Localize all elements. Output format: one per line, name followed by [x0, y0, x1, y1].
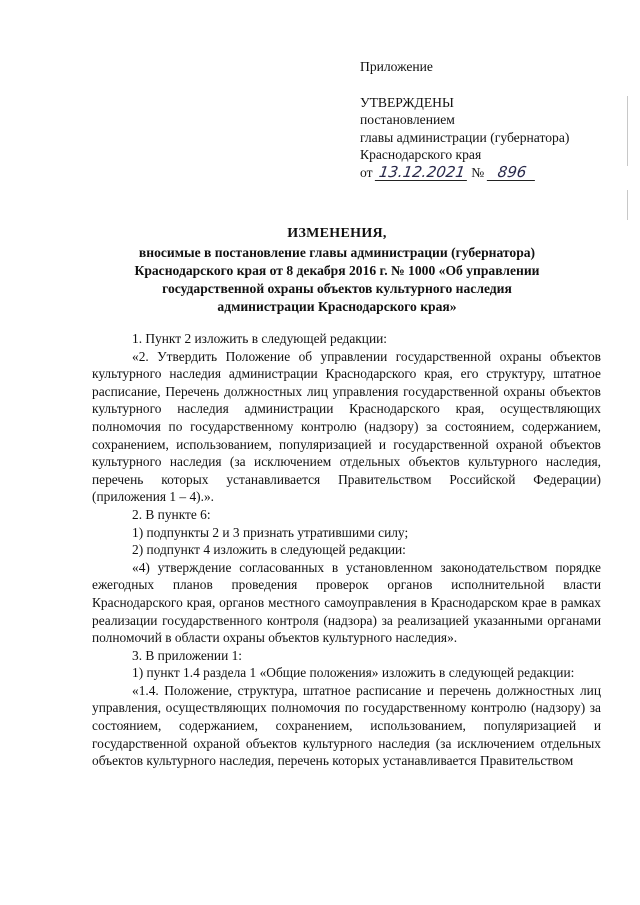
- number-label: №: [471, 164, 485, 180]
- paragraph: «1.4. Положение, структура, штатное расписание и перечень должностных лиц управления, осуществляющих полномочия по государственному контролю (надзору) за состоянием, содержанием, сохранением, использованием, популяризацией и государственной охраной объектов культурного наследия (за исключением отдельных объектов культурного наследия, перечень которых устанавливается Правительством: [92, 682, 601, 769]
- paragraph: 2. В пункте 6:: [132, 506, 211, 522]
- approved-label: УТВЕРЖДЕНЫ: [360, 94, 454, 110]
- approval-block: [360, 58, 630, 181]
- paragraph: «2. Утвердить Положение об управлении государственной охраны объектов культурного наследия администрации Краснодарского края, его структуру, штатное расписание, Перечень должностных лиц управления государственной охраны объектов культурного наследия администрации Краснодарского края, осуществляющих полномочия по государственному контролю (надзору) за состоянием, содержанием, сохранением, использованием, популяризацией и государственной охраной объектов культурного наследия (за исключением отдельных объектов культурного наследия, перечень которых устанавливается Правительством Российской Федерации) (приложения 1 – 4).».: [92, 348, 601, 505]
- approval-date-number-line: [360, 164, 630, 182]
- document-body: [92, 330, 601, 770]
- paragraph: 1) пункт 1.4 раздела 1 «Общие положения» изложить в следующей редакции:: [132, 665, 575, 681]
- approval-line-1: постановлением: [360, 112, 455, 127]
- title-line-3: государственной охраны объектов культурного наследия: [162, 281, 512, 296]
- approval-line-2: главы администрации (губернатора): [360, 129, 570, 145]
- paragraph: 2) подпункт 4 изложить в следующей редакции:: [132, 542, 406, 558]
- appendix-label: Приложение: [360, 59, 433, 74]
- approval-line-3: Краснодарского края: [360, 147, 482, 162]
- title-line-4: администрации Краснодарского края»: [217, 299, 457, 314]
- title-line-2: Краснодарского края от 8 декабря 2016 г. № 1000 «Об управлении: [134, 263, 540, 278]
- document-title: [92, 225, 582, 316]
- paragraph: 1. Пункт 2 изложить в следующей редакции:: [132, 331, 388, 346]
- title-main: ИЗМЕНЕНИЯ,: [287, 226, 387, 241]
- paragraph: 3. В приложении 1:: [132, 647, 243, 663]
- title-line-1: вносимые в постановление главы администрации (губернатора): [138, 245, 536, 260]
- from-label: от: [360, 164, 373, 180]
- handwritten-date: 13.12.2021: [375, 164, 469, 181]
- handwritten-number: 896: [486, 164, 536, 181]
- paragraph: «4) утверждение согласованных в установленном законодательством порядке ежегодных планов проведения проверок органов исполнительной власти Краснодарского края, органов местного самоуправления в Краснодарском крае в рамках реализации государственного контроля (надзора) за реализацией указанными органами полномочий в области охраны объектов культурного наследия».: [92, 559, 601, 646]
- scan-margin-mark: [627, 190, 628, 220]
- paragraph: 1) подпункты 2 и 3 признать утратившими силу;: [132, 524, 409, 540]
